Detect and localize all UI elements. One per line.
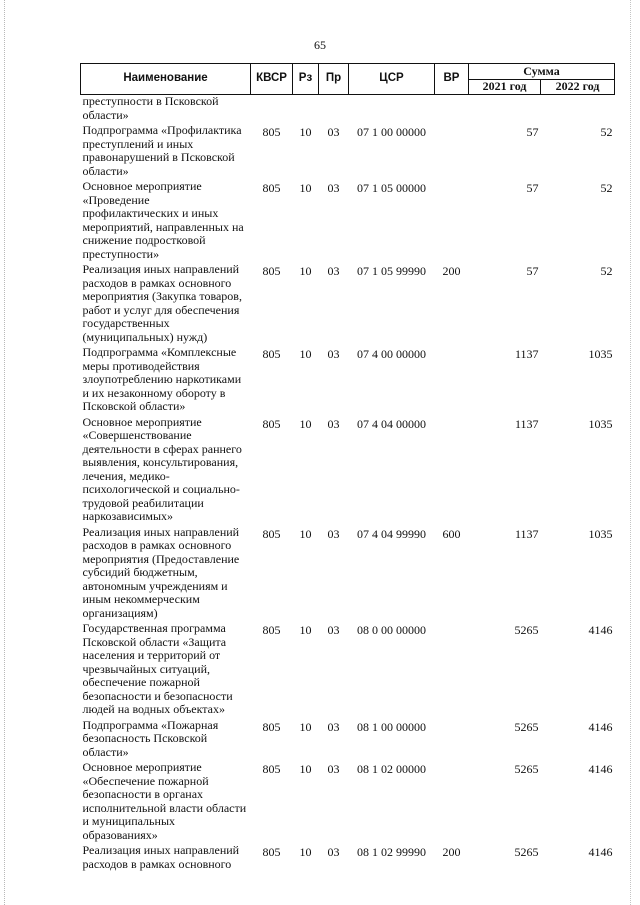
cell-y2021: 5265 — [514, 762, 539, 776]
cell-kvsr: 805 — [262, 416, 281, 431]
cell-y2021: 57 — [526, 264, 539, 278]
cell-name: Государственная программа Псковской области «Защита населения и территорий от чрезвычайных ситуаций, обеспечение пожарной безопасности и безопасности людей на водных объектах» — [82, 621, 233, 716]
cell-name: Реализация иных направлений расходов в рамках основного — [82, 843, 240, 871]
cell-rz: 10 — [299, 264, 312, 278]
cell-pr: 03 — [327, 125, 340, 139]
cell-vr — [435, 180, 469, 263]
cell-pr — [319, 95, 349, 125]
header-kvsr: КВСР — [251, 64, 293, 95]
cell-csr: 08 1 02 00000 — [357, 762, 426, 776]
cell-vr: 200 — [442, 264, 461, 278]
cell-rz: 10 — [299, 623, 312, 637]
cell-rz: 10 — [299, 125, 312, 139]
cell-csr: 07 1 00 00000 — [357, 125, 426, 139]
cell-pr: 03 — [327, 762, 340, 776]
cell-vr — [435, 719, 469, 762]
cell-vr: 200 — [442, 845, 461, 859]
scan-edge-left — [4, 0, 6, 905]
cell-kvsr — [251, 95, 293, 125]
cell-y2021: 57 — [526, 181, 539, 195]
cell-csr: 08 1 02 99990 — [357, 845, 426, 859]
cell-vr — [435, 124, 469, 180]
cell-y2021: 5265 — [514, 845, 539, 859]
cell-y2022: 4146 — [588, 762, 613, 776]
cell-pr: 03 — [327, 416, 340, 431]
cell-name: Подпрограмма «Пожарная безопасность Псковской области» — [82, 717, 219, 759]
cell-name: Подпрограмма «Профилактика преступлений и иных правонарушений в Псковской области» — [82, 123, 242, 178]
cell-y2021 — [469, 95, 541, 125]
cell-vr: 600 — [442, 526, 461, 541]
cell-rz: 10 — [299, 416, 312, 431]
cell-y2021: 5265 — [514, 719, 539, 734]
header-rz: Рз — [293, 64, 319, 95]
table-row — [81, 346, 615, 416]
cell-y2022 — [541, 95, 615, 125]
cell-rz — [293, 95, 319, 125]
cell-kvsr: 805 — [262, 719, 281, 734]
cell-rz: 10 — [299, 845, 312, 859]
header-csr: ЦСР — [349, 64, 435, 95]
cell-rz: 10 — [299, 762, 312, 776]
table-row — [81, 719, 615, 762]
header-vr: ВР — [435, 64, 469, 95]
cell-name: преступности в Псковской области» — [82, 94, 219, 122]
cell-y2022: 1035 — [588, 416, 613, 431]
cell-kvsr: 805 — [262, 125, 281, 139]
table-row — [81, 761, 615, 844]
cell-csr: 07 1 05 00000 — [357, 181, 426, 195]
cell-vr — [435, 761, 469, 844]
cell-pr: 03 — [327, 623, 340, 637]
cell-csr: 07 4 00 00000 — [357, 347, 426, 361]
scan-edge-right — [630, 0, 632, 905]
cell-rz: 10 — [299, 719, 312, 734]
cell-y2021: 57 — [526, 125, 539, 139]
table-row — [81, 526, 615, 623]
cell-kvsr: 805 — [262, 347, 281, 361]
cell-kvsr: 805 — [262, 623, 281, 637]
table-row — [81, 416, 615, 526]
header-2021: 2021 год — [469, 80, 541, 95]
page-number: 65 — [314, 38, 326, 52]
cell-pr: 03 — [327, 347, 340, 361]
table-row — [81, 263, 615, 346]
header-name: Наименование — [81, 64, 251, 95]
cell-y2022: 4146 — [588, 845, 613, 859]
cell-y2022: 52 — [600, 181, 613, 195]
cell-rz: 10 — [299, 526, 312, 541]
cell-name: Реализация иных направлений расходов в рамках основного мероприятия (Предоставление субсидий бюджетным, автономным учреждениям и иным некоммерческим организациям) — [82, 524, 240, 620]
cell-csr: 08 1 00 00000 — [357, 719, 426, 734]
cell-kvsr: 805 — [262, 526, 281, 541]
cell-csr: 07 4 04 00000 — [357, 416, 426, 431]
cell-name: Основное мероприятие «Обеспечение пожарной безопасности в органах исполнительной власти области и муниципальных образованиях» — [82, 760, 247, 842]
cell-y2021: 5265 — [514, 623, 539, 637]
cell-vr — [435, 416, 469, 526]
header-2022: 2022 год — [541, 80, 615, 95]
table-header — [81, 64, 615, 95]
cell-y2022: 52 — [600, 125, 613, 139]
cell-csr — [349, 95, 435, 125]
cell-name: Основное мероприятие «Проведение профилактических и иных мероприятий, направленных на снижение подростковой преступности» — [82, 179, 244, 261]
cell-pr: 03 — [327, 719, 340, 734]
table-row — [81, 180, 615, 263]
cell-rz: 10 — [299, 347, 312, 361]
cell-name: Реализация иных направлений расходов в рамках основного мероприятия (Закупка товаров, работ и услуг для обеспечения государственных (муниципальных) нужд) — [82, 262, 242, 344]
cell-kvsr: 805 — [262, 181, 281, 195]
cell-name: Основное мероприятие «Совершенствование деятельности в сферах раннего выявления, консультирования, лечения, медико-психологической и социально-трудовой реабилитации наркозависимых» — [82, 414, 242, 523]
cell-vr — [435, 95, 469, 125]
cell-y2022: 1035 — [588, 347, 613, 361]
cell-kvsr: 805 — [262, 264, 281, 278]
cell-vr — [435, 622, 469, 719]
cell-csr: 08 0 00 00000 — [357, 623, 426, 637]
cell-csr: 07 4 04 99990 — [357, 526, 426, 541]
cell-vr — [435, 346, 469, 416]
cell-pr: 03 — [327, 845, 340, 859]
cell-y2021: 1137 — [514, 347, 539, 361]
table-row — [81, 622, 615, 719]
header-sum: Сумма — [469, 64, 615, 80]
cell-kvsr: 805 — [262, 845, 281, 859]
cell-y2021: 1137 — [514, 526, 539, 541]
cell-csr: 07 1 05 99990 — [357, 264, 426, 278]
table-row — [81, 844, 615, 873]
table-body — [81, 95, 615, 874]
cell-pr: 03 — [327, 264, 340, 278]
cell-y2022: 52 — [600, 264, 613, 278]
cell-y2022: 4146 — [588, 719, 613, 734]
cell-pr: 03 — [327, 526, 340, 541]
cell-y2022: 1035 — [588, 526, 613, 541]
table-row — [81, 95, 615, 125]
table-row — [81, 124, 615, 180]
header-pr: Пр — [319, 64, 349, 95]
cell-pr: 03 — [327, 181, 340, 195]
cell-y2022: 4146 — [588, 623, 613, 637]
cell-kvsr: 805 — [262, 762, 281, 776]
cell-y2021: 1137 — [514, 416, 539, 431]
budget-table — [80, 63, 615, 873]
cell-name: Подпрограмма «Комплексные меры противодействия злоупотреблению наркотиками и их незаконному обороту в Псковской области» — [82, 345, 242, 413]
cell-rz: 10 — [299, 181, 312, 195]
